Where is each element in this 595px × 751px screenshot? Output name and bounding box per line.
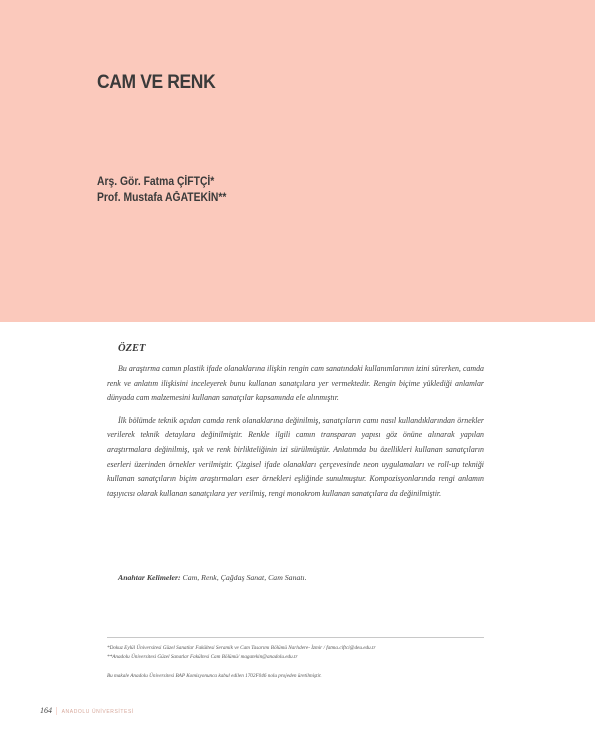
- footer-separator: |: [56, 706, 58, 715]
- abstract-heading: ÖZET: [118, 343, 146, 354]
- page-number: 164: [40, 706, 52, 715]
- abstract-paragraph-1: Bu araştırma camın plastik ifade olanaklarına ilişkin rengin cam sanatındaki kullanımlarının izini sürerken, camda renk ve anlatım ilişkisini inceleyerek bunu kullanan sanatçılara yer vermektedir. Rengin biçime yüklediği anlamlar dünyada cam malzemesini kullanan sanatçılar kapsamında ele alınmıştır.: [107, 364, 484, 403]
- footnote-1: *Dokuz Eylül Üniversitesi Güzel Sanatlar Fakültesi Seramik ve Cam Tasarımı Bölümü Narlıdere- İzmir / fatma.ciftci@deu.edu.tr: [107, 645, 376, 651]
- author-2: Prof. Mustafa AĞATEKİN**: [97, 192, 227, 204]
- footnote-2: **Anadolu Üniversitesi Güzel Sanatlar Fakültesi Cam Bölümü/ magatekin@anadolu.edu.tr: [107, 654, 298, 660]
- author-1: Arş. Gör. Fatma ÇİFTÇİ*: [97, 176, 215, 188]
- page-footer: [40, 706, 134, 715]
- header-band: [0, 0, 595, 322]
- abstract-body: [107, 362, 484, 509]
- abstract-paragraph-2: İlk bölümde teknik açıdan camda renk olanaklarına değinilmiş, sanatçıların camı nasıl kullandıklarından örnekler verilerek teknik detaylara değinilmiştir. Renkle ilgili camın transparan yapısı göz önüne alınarak yapılan araştırmalara değinilmiş, ışık ve renk birlikteliğinin izi sürülmüştür. Anlatımda bu özellikleri kullanan sanatçıların eserleri üzerinden örnekler verilmiştir. Çizgisel ifade olanakları çerçevesinde neon uygulamaları ve roll-up tekniği kullanan sanatçıların biçim araştırmaları eser örnekleri eşliğinde sunulmuştur. Kompozisyonlarında rengi anlamın taşıyıcısı olarak kullanan sanatçılara yer verilmiş, rengi monokrom kullanan sanatçılara da değinilmiştir.: [107, 415, 484, 498]
- keywords: [118, 573, 307, 582]
- footnote-3: Bu makale Anadolu Üniversitesi BAP Komisyonunca kabul edilen 1702F046 nolu projeden üretilmiştir.: [107, 673, 322, 679]
- article-title: CAM VE RENK: [97, 72, 216, 93]
- keywords-value: Cam, Renk, Çağdaş Sanat, Cam Sanatı.: [180, 573, 307, 582]
- footnote-divider: [107, 637, 484, 638]
- journal-name: ANADOLU ÜNİVERSİTESİ: [61, 709, 134, 715]
- keywords-label: Anahtar Kelimeler:: [118, 573, 181, 582]
